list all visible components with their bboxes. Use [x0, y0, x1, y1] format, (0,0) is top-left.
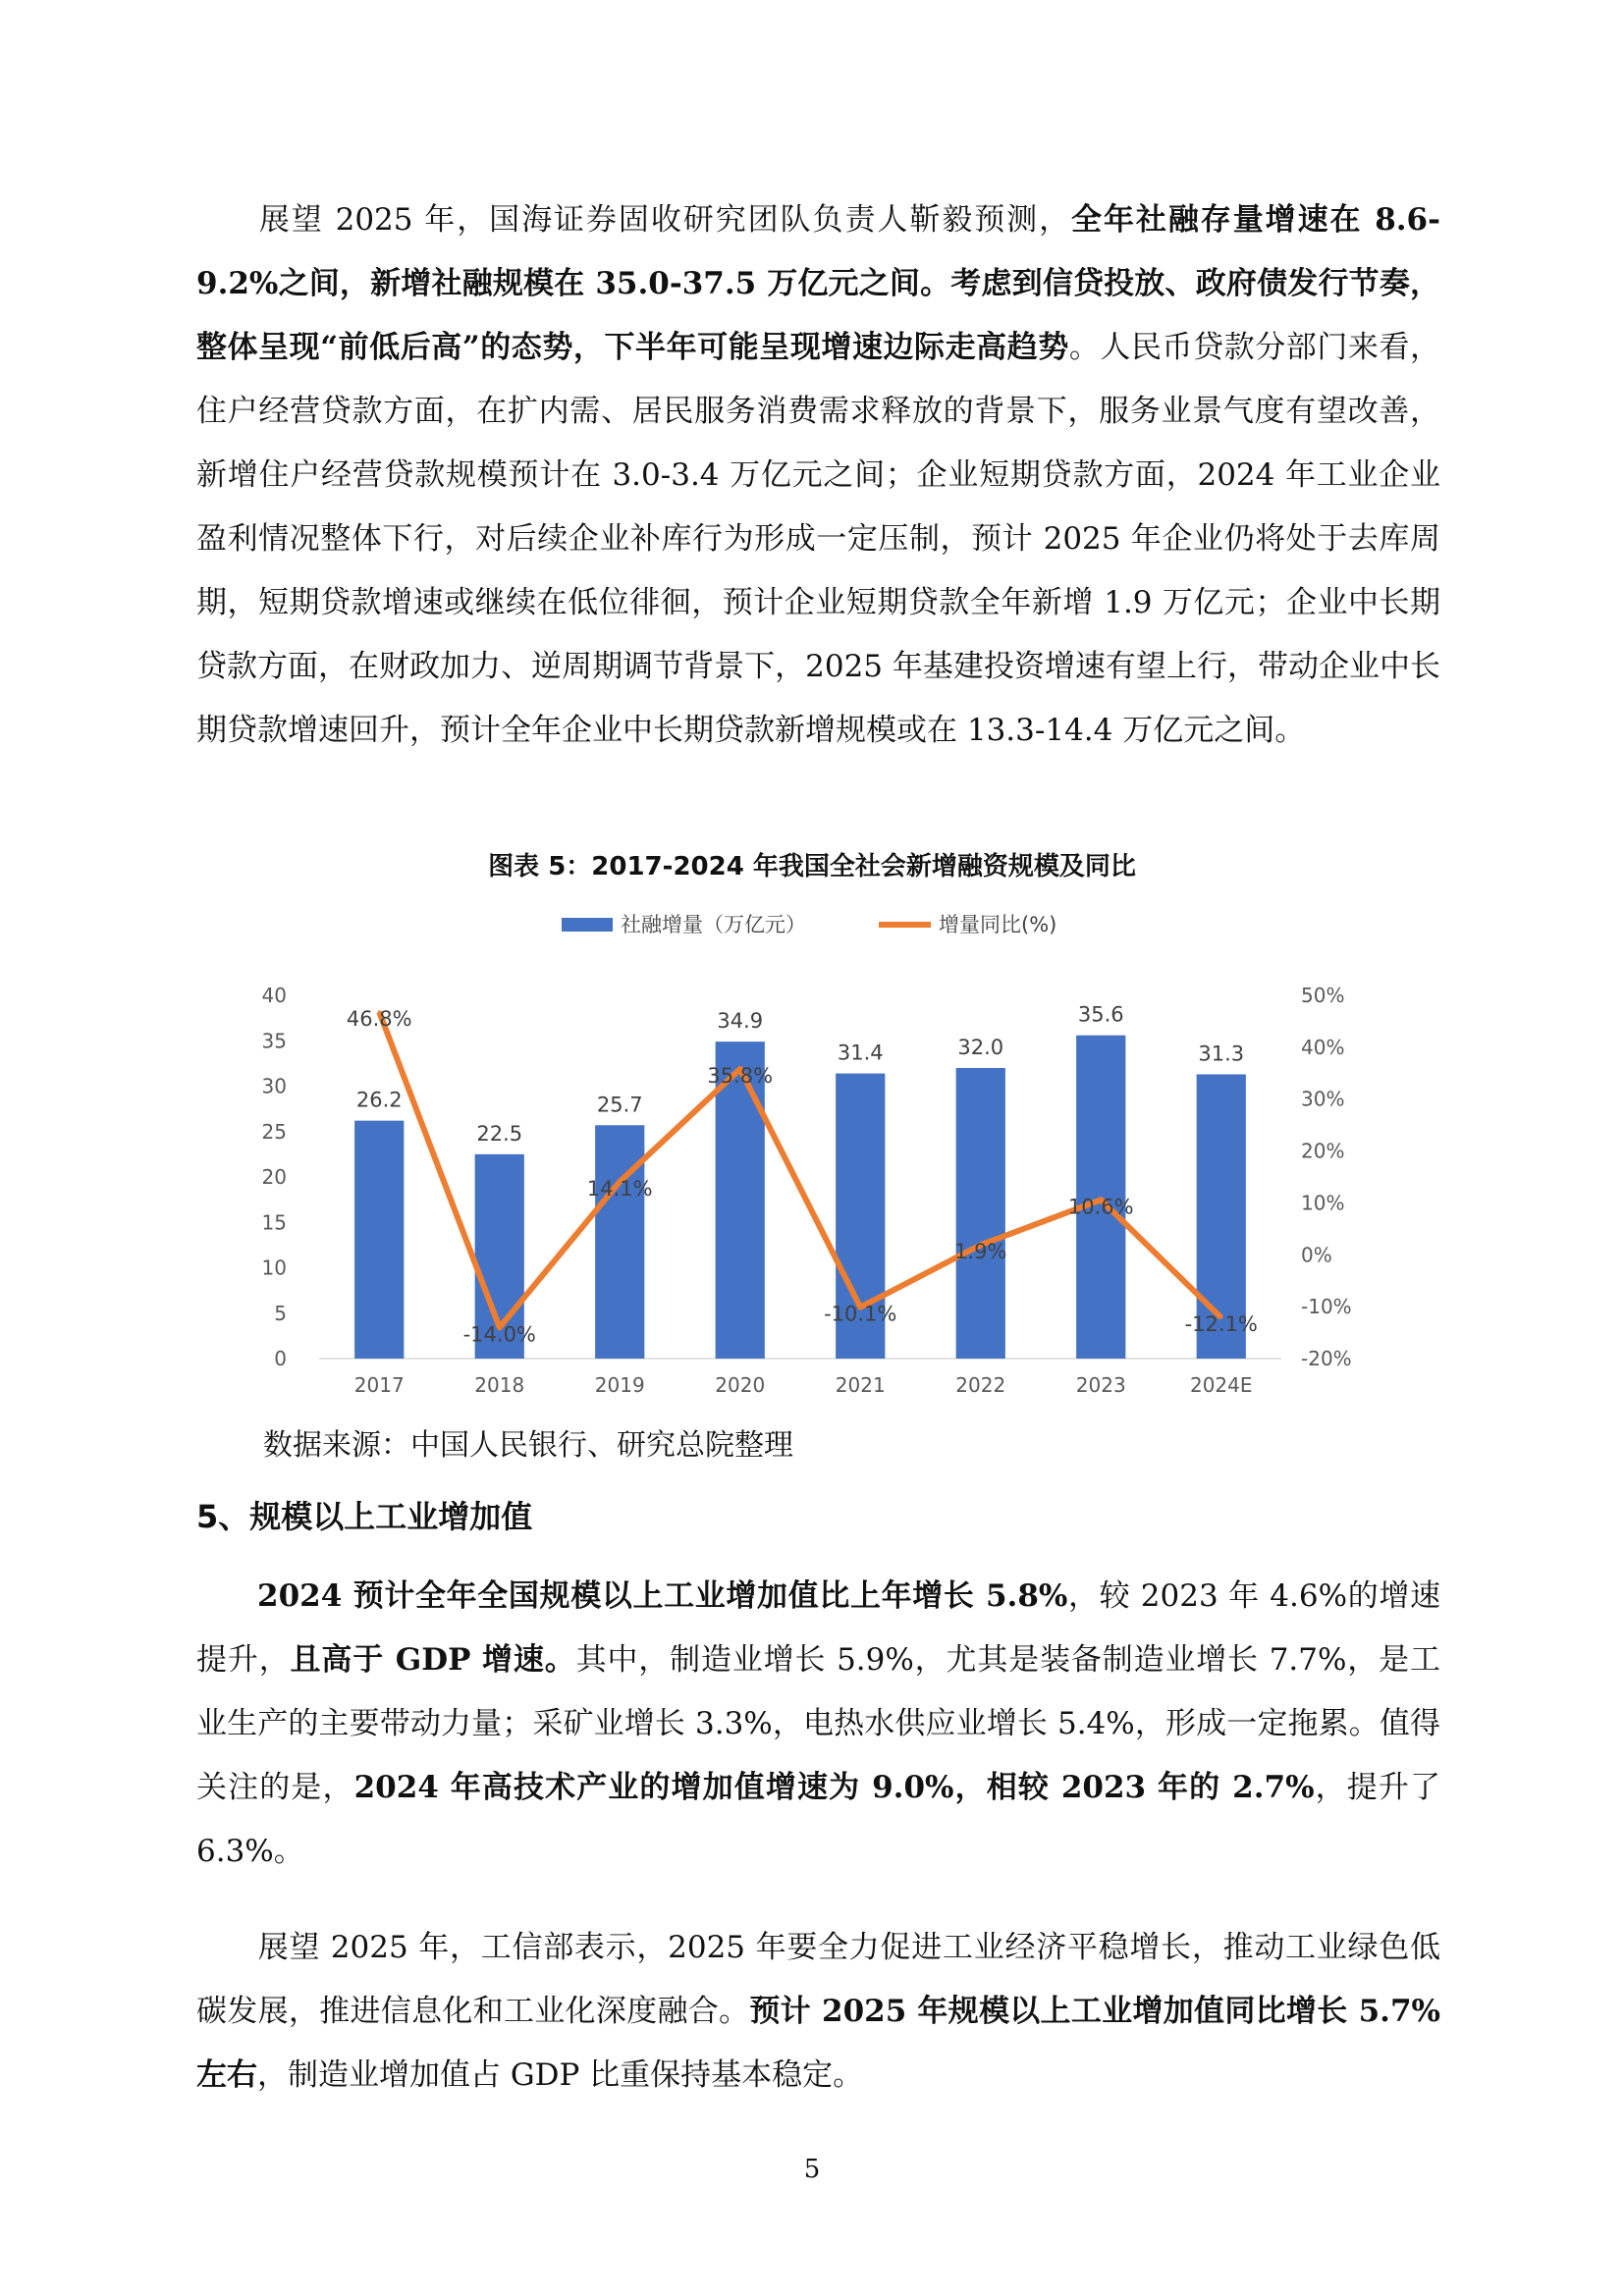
paragraph-1 [196, 188, 1440, 763]
y-left-tick-label: 10 [261, 1255, 287, 1280]
line-value-label: 14.1% [586, 1176, 653, 1201]
y-left-tick-label: 5 [274, 1301, 287, 1325]
paragraph-3 [196, 1916, 1440, 2108]
y-right-tick-label: -10% [1301, 1295, 1352, 1319]
bar [956, 1068, 1005, 1359]
figure-source: 数据来源：中国人民银行、研究总院整理 [263, 1428, 793, 1463]
x-tick-label: 2022 [955, 1373, 1006, 1397]
bar-value-label: 31.3 [1198, 1041, 1245, 1066]
page-number: 5 [803, 2155, 821, 2184]
y-right-tick-label: 10% [1301, 1191, 1345, 1215]
bar [595, 1125, 644, 1359]
bar [354, 1121, 404, 1359]
p2-bold-c: 且高于 GDP 增速。 [290, 1642, 576, 1678]
p2-bold-a: 2024 预计全年全国规模以上工业增加值比上年增长 5.8% [257, 1578, 1068, 1614]
p2-bold-e: 2024 年高技术产业的增加值增速为 9.0%，相较 2023 年的 2.7% [353, 1770, 1315, 1805]
x-tick-label: 2018 [474, 1373, 525, 1397]
y-right-tick-label: 30% [1301, 1087, 1345, 1111]
p1-bold-b: 全年社融存量增速在 8.6-9.2%之间，新增社融规模在 35.0-37.5 万亿元之间。考虑到信贷投放、政府债发行节奏，整体呈现“前低后高”的态势，下半年可能呈现增速边际走高趋势 [196, 202, 1440, 365]
x-tick-label: 2024E [1189, 1373, 1253, 1397]
x-tick-label: 2017 [353, 1373, 405, 1397]
y-left-tick-label: 20 [261, 1165, 287, 1189]
line-value-label: 10.6% [1067, 1195, 1134, 1219]
legend-label-line: 增量同比(%) [939, 913, 1057, 936]
paragraph-2 [196, 1565, 1440, 1884]
p1-text-c: 。人民币贷款分部门来看，住户经营贷款方面，在扩内需、居民服务消费需求释放的背景下，服务业景气度有望改善，新增住户经营贷款规模预计在 3.0-3.4 万亿元之间；企业短期贷款方面，2024 年工业企业盈利情况整体下行，对后续企业补库行为形成一定压制，预计 2025 年企业仍将处于去库周期，短期贷款增速或继续在低位徘徊，预计企业短期贷款全年新增 1.9 万亿元；企业中长期贷款方面，在财政加力、逆周期调节背景下，2025 年基建投资增速有望上行，带动企业中长期贷款增速回升，预计全年企业中长期贷款新增规模或在 13.3-14.4 万亿元之间。 [196, 330, 1440, 748]
bar-value-label: 34.9 [717, 1009, 764, 1034]
p3-bold-b: 预计 2025 年规模以上工业增加值同比增长 5.7%左右 [196, 1994, 1440, 2093]
section-heading: 5、规模以上工业增加值 [196, 1498, 533, 1535]
line-value-label: 46.8% [346, 1006, 412, 1031]
bar-value-label: 32.0 [957, 1036, 1004, 1059]
legend-label-bar: 社融增量（万亿元） [621, 913, 806, 936]
bar-value-label: 35.6 [1077, 1002, 1124, 1027]
y-left-tick-label: 15 [261, 1210, 287, 1235]
x-tick-label: 2019 [594, 1373, 645, 1397]
y-right-tick-label: 20% [1301, 1139, 1345, 1163]
line-value-label: 1.9% [954, 1240, 1007, 1264]
y-right-tick-label: 0% [1301, 1243, 1332, 1267]
p3-text-a: 展望 2025 年，工信部表示，2025 年要全力促进工业经济平稳增长，推动工业绿色低碳发展，推进信息化和工业化深度融合。 [196, 1930, 1440, 2029]
p1-text-a: 展望 2025 年，国海证券固收研究团队负责人靳毅预测， [257, 202, 1072, 238]
x-tick-label: 2020 [715, 1373, 766, 1397]
p3-text-c: ，制造业增加值占 GDP 比重保持基本稳定。 [257, 2057, 864, 2093]
legend-swatch-bar [562, 918, 613, 932]
line-value-label: -14.0% [462, 1322, 536, 1347]
x-tick-label: 2023 [1075, 1373, 1126, 1397]
figure-title: 图表 5：2017-2024 年我国全社会新增融资规模及同比 [488, 852, 1136, 881]
bar-value-label: 25.7 [596, 1093, 643, 1117]
y-left-tick-label: 30 [261, 1074, 287, 1098]
combo-chart [236, 905, 1394, 1415]
x-tick-label: 2021 [835, 1373, 886, 1397]
y-right-tick-label: 50% [1301, 984, 1345, 1007]
bar-value-label: 31.4 [837, 1041, 884, 1065]
y-left-tick-label: 35 [261, 1029, 287, 1053]
y-left-tick-label: 40 [261, 984, 287, 1007]
p2-text-d: 其中，制造业增长 5.9%，尤其是装备制造业增长 7.7%，是工业生产的主要带动力量；采矿业增长 3.3%，电热水供应业增长 5.4%，形成一定拖累。值得关注的是， [196, 1642, 1441, 1805]
y-left-tick-label: 25 [261, 1119, 287, 1144]
line-value-label: -12.1% [1184, 1312, 1258, 1337]
p2-text-b: ，较 2023 年 4.6%的增速提升， [196, 1578, 1440, 1678]
line-value-label: -10.1% [824, 1302, 897, 1326]
y-right-tick-label: 40% [1301, 1035, 1345, 1059]
y-left-tick-label: 0 [274, 1347, 287, 1370]
y-right-tick-label: -20% [1301, 1347, 1352, 1370]
bar-value-label: 26.2 [355, 1088, 403, 1112]
p2-text-f: ，提升了 6.3%。 [196, 1770, 1441, 1869]
bar-value-label: 22.5 [476, 1121, 523, 1146]
line-value-label: 35.8% [707, 1064, 774, 1089]
